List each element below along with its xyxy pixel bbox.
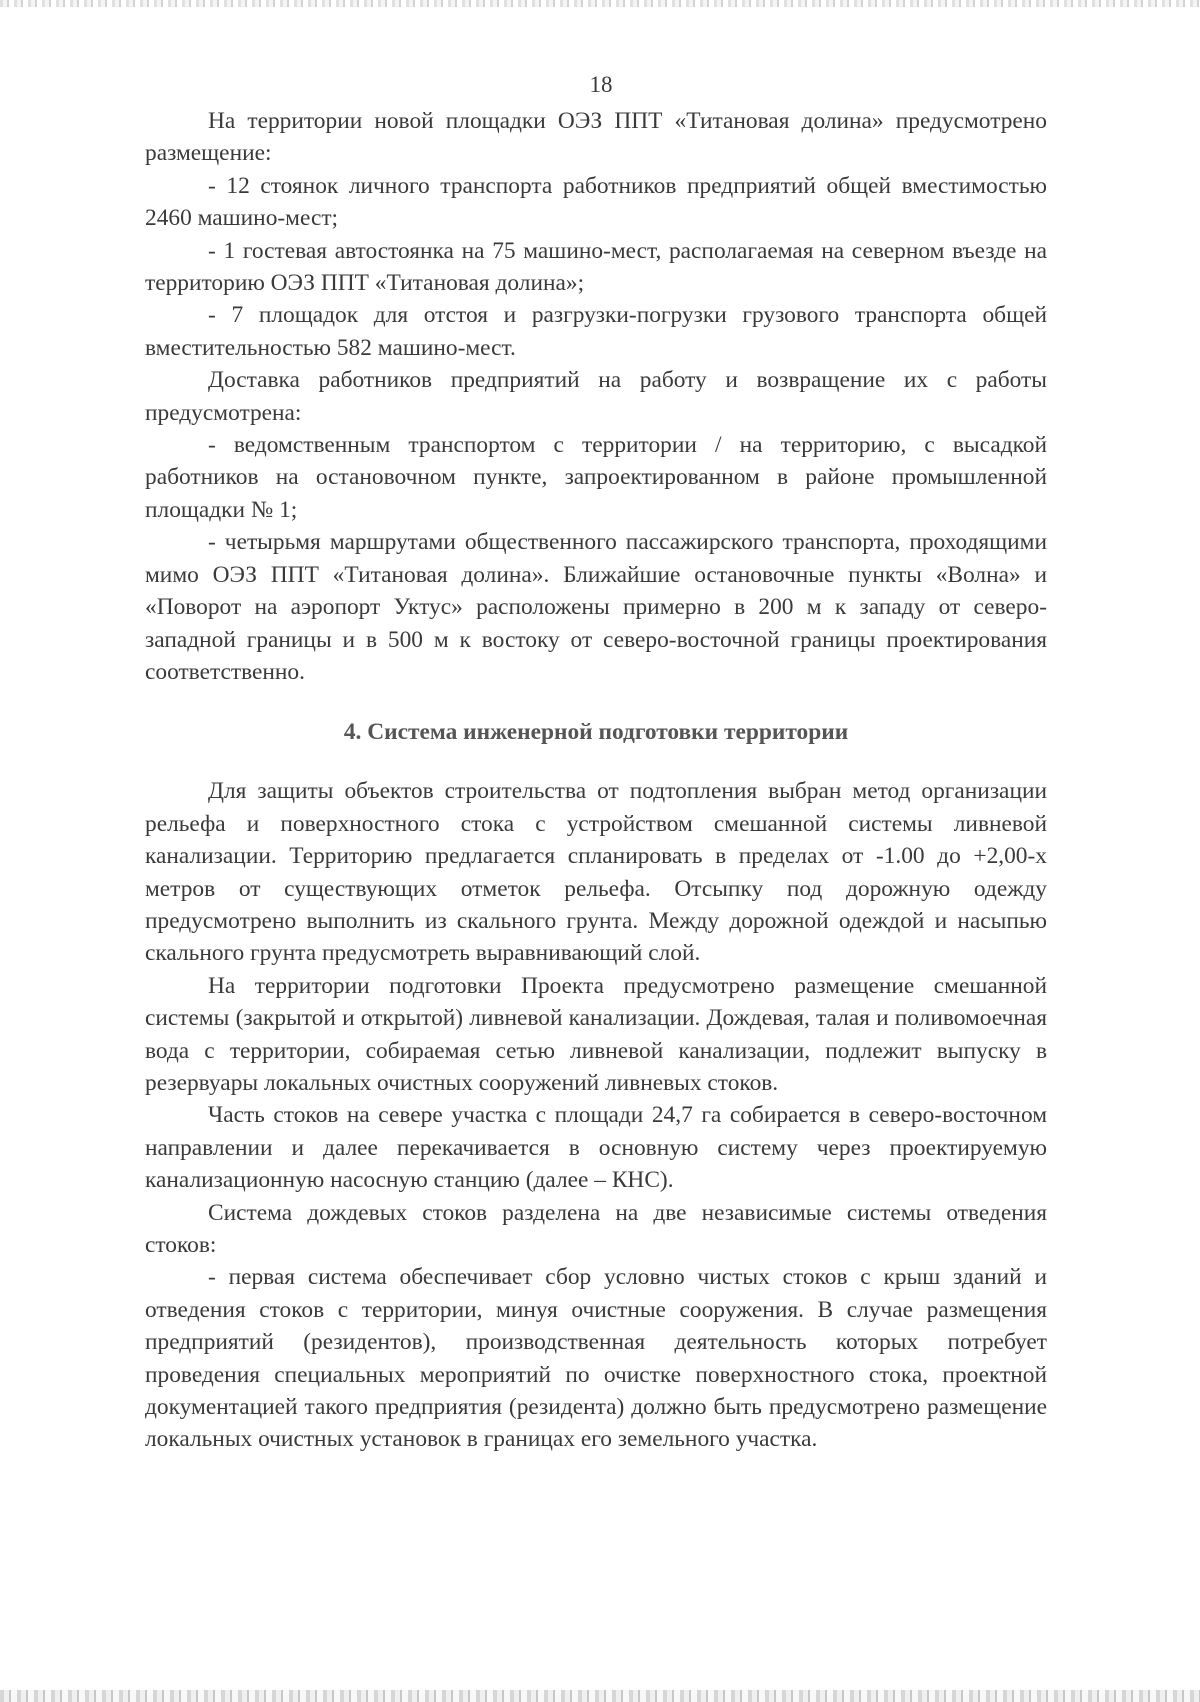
paragraph: Для защиты объектов строительства от подтопления выбран метод организации рельефа и поверхностного стока с устройством смешанной системы ливневой канализации. Территорию предлагается спланировать в пределах от -1.00 до +2,00-х метров от существующих отметок рельефа. Отсыпку под дорожную одежду предусмотрено выполнить из скального грунта. Между дорожной одеждой и насыпью скального грунта предусмотреть выравнивающий слой. — [145, 778, 1047, 967]
paragraph: Часть стоков на севере участка с площади 24,7 га собирается в северо-восточном направлении и далее перекачивается в основную систему через проектируемую канализационную насосную станцию (далее – КНС). — [145, 1102, 1047, 1194]
scan-edge-top — [0, 0, 1200, 7]
paragraph: На территории подготовки Проекта предусмотрено размещение смешанной системы (закрытой и открытой) ливневой канализации. Дождевая, талая и поливомоечная вода с территории, собираемая сетью ливневой канализации, подлежит выпуску в резервуары локальных очистных сооружений ливневых стоков. — [145, 972, 1047, 1096]
list-item: - четырьмя маршрутами общественного пассажирского транспорта, проходящими мимо ОЭЗ ППТ «Титановая долина». Ближайшие остановочные пункты «Волна» и «Поворот на аэропорт Уктус» расположены примерно в 200 м к западу от северо-западной границы и в 500 м к востоку от северо-восточной границы проектирования соответственно. — [145, 529, 1047, 685]
paragraph: Система дождевых стоков разделена на две независимые системы отведения стоков: — [145, 1199, 1047, 1258]
section-engineering-preparation — [145, 775, 1047, 1456]
section-transport — [145, 105, 1047, 688]
scan-edge-bottom — [0, 1690, 1200, 1702]
page-number: 18 — [589, 72, 613, 97]
list-item: - ведомственным транспортом с территории / на территорию, с высадкой работников на остановочном пункте, запроектированном в районе промышленной площадки № 1; — [145, 432, 1047, 523]
document-page — [145, 70, 1047, 1456]
section-heading: 4. Система инженерной подготовки территории — [343, 719, 849, 746]
paragraph: Доставка работников предприятий на работу и возвращение их с работы предусмотрена: — [145, 367, 1047, 426]
list-item: - 7 площадок для отстоя и разгрузки-погрузки грузового транспорта общей вместительностью 582 машино-мест. — [145, 302, 1047, 361]
paragraph: На территории новой площадки ОЭЗ ППТ «Титановая долина» предусмотрено размещение: — [145, 108, 1047, 167]
list-item: - 1 гостевая автостоянка на 75 машино-мест, располагаемая на северном въезде на территорию ОЭЗ ППТ «Титановая долина»; — [145, 237, 1047, 297]
list-item: - 12 стоянок личного транспорта работников предприятий общей вместимостью 2460 машино-мест; — [145, 172, 1047, 232]
list-item: - первая система обеспечивает сбор условно чистых стоков с крыш зданий и отведения стоков с территории, минуя очистные сооружения. В случае размещения предприятий (резидентов), производственная деятельность которых потребует проведения специальных мероприятий по очистке поверхностного стока, проектной документацией такого предприятия (резидента) должно быть предусмотрено размещение локальных очистных установок в границах его земельного участка. — [145, 1264, 1047, 1453]
